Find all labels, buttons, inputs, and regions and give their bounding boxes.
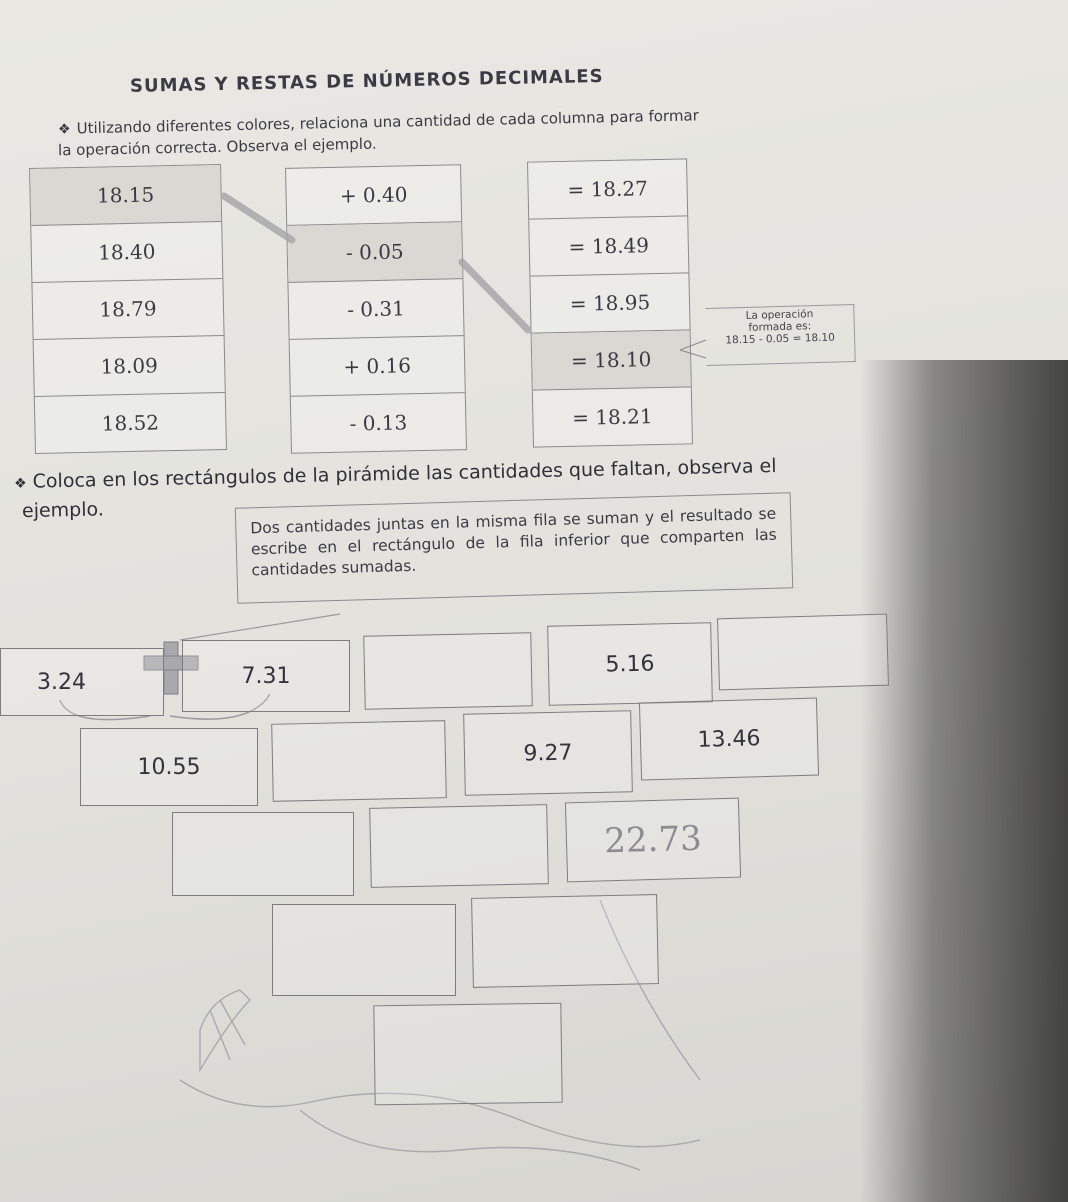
left-cell: 18.79 bbox=[32, 279, 223, 340]
pyramid-brick-row3[interactable]: 22.73 bbox=[565, 798, 741, 883]
rule-note: Dos cantidades juntas en la misma fila se suman y el resultado se escribe en el rectángulo de la fila inferior que comparten las cantidades sumadas. bbox=[235, 492, 793, 603]
pyramid-brick-row2[interactable]: 9.27 bbox=[463, 710, 633, 796]
middle-cell: + 0.16 bbox=[290, 336, 465, 397]
example-connector-line-2 bbox=[462, 262, 528, 330]
pyramid-brick-row5[interactable] bbox=[373, 1003, 562, 1106]
pyramid-brick-row4[interactable] bbox=[272, 904, 456, 996]
middle-cell: - 0.05 bbox=[287, 222, 462, 283]
right-cell: = 18.49 bbox=[529, 216, 688, 276]
pyramid-brick-row1[interactable]: 5.16 bbox=[547, 622, 713, 705]
right-cell: = 18.10 bbox=[532, 330, 691, 390]
note-pointer bbox=[180, 614, 340, 640]
callout-line-3: 18.15 - 0.05 = 18.10 bbox=[725, 331, 835, 347]
left-cell: 18.40 bbox=[31, 222, 222, 283]
pyramid-brick-row2[interactable]: 13.46 bbox=[639, 698, 819, 781]
pyramid-brick-row1[interactable] bbox=[363, 632, 533, 710]
callout-line-1: La operación bbox=[745, 308, 814, 322]
worksheet-title: SUMAS Y RESTAS DE NÚMEROS DECIMALES bbox=[129, 65, 604, 97]
diamond-bullet-icon: ❖ bbox=[57, 121, 71, 138]
middle-cell: + 0.40 bbox=[286, 165, 461, 226]
pyramid-brick-row1[interactable]: 7.31 bbox=[182, 640, 350, 712]
instruction-1-line-1: Utilizando diferentes colores, relaciona una cantidad de cada columna para formar bbox=[76, 106, 699, 138]
pyramid-brick-row1[interactable] bbox=[717, 614, 889, 691]
example-connector-line-1 bbox=[224, 196, 292, 240]
left-cell: 18.09 bbox=[34, 336, 225, 397]
left-cell: 18.52 bbox=[101, 410, 160, 436]
pyramid-brick-row4[interactable] bbox=[471, 894, 659, 988]
middle-cell: - 0.13 bbox=[349, 410, 408, 436]
instruction-2-line-1: Coloca en los rectángulos de la pirámide las cantidades que faltan, observa el bbox=[32, 455, 777, 493]
right-cell: = 18.21 bbox=[571, 404, 653, 430]
right-cell: = 18.95 bbox=[530, 273, 689, 333]
pyramid-brick-row2[interactable]: 10.55 bbox=[80, 728, 258, 806]
right-cell: = 18.27 bbox=[528, 159, 687, 219]
callout-pointer bbox=[680, 340, 706, 358]
instruction-1-line-2: la operación correcta. Observa el ejemplo. bbox=[57, 134, 377, 160]
pyramid-brick-row1[interactable]: 3.24 bbox=[0, 648, 164, 716]
instruction-2-line-2: ejemplo. bbox=[21, 498, 105, 523]
pyramid-brick-row2[interactable] bbox=[271, 720, 447, 802]
pyramid-brick-row3[interactable] bbox=[369, 804, 549, 888]
diamond-bullet-icon: ❖ bbox=[13, 475, 27, 493]
callout-line-2: formada es: bbox=[748, 320, 812, 334]
left-cell: 18.15 bbox=[30, 165, 221, 226]
pyramid-brick-row3[interactable] bbox=[172, 812, 354, 896]
middle-cell: - 0.31 bbox=[288, 279, 463, 340]
